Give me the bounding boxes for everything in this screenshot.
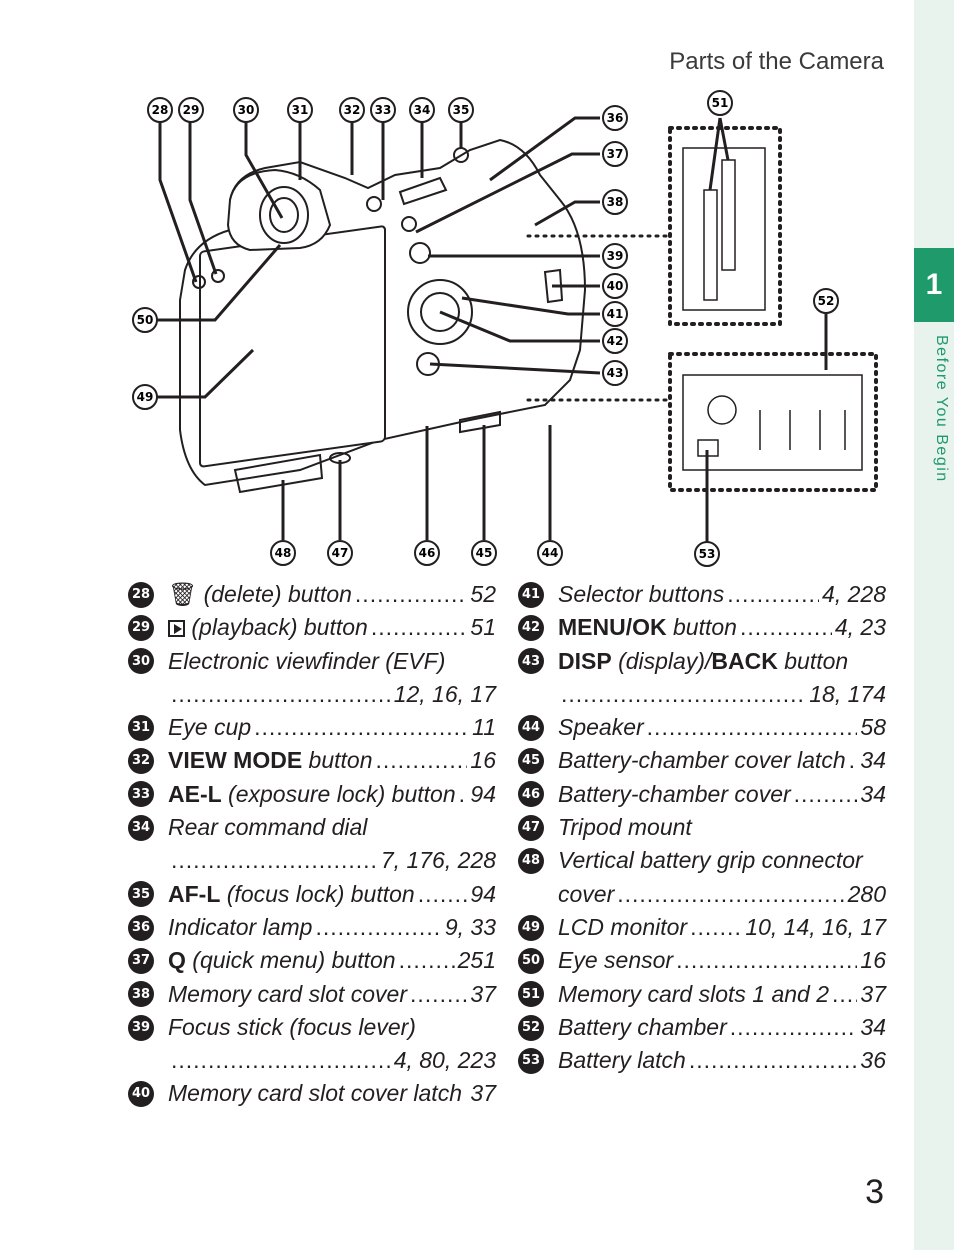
page-reference[interactable]: 37 xyxy=(860,980,886,1007)
part-number-badge: 51 xyxy=(518,981,544,1007)
page-reference[interactable]: 4, 228 xyxy=(822,581,886,607)
part-entry-46 xyxy=(518,778,886,811)
parts-list-left xyxy=(128,578,496,1111)
callout-33 xyxy=(371,98,395,122)
part-entry-29 xyxy=(128,611,496,644)
part-entry-48-cont xyxy=(518,878,886,911)
button-name: AE-L xyxy=(168,780,222,807)
callout-29 xyxy=(179,98,203,122)
part-number-badge: 44 xyxy=(518,715,544,741)
leader-dots xyxy=(740,611,832,644)
part-label: LCD monitor xyxy=(558,913,688,940)
leader-dots xyxy=(171,678,391,711)
part-label: Speaker xyxy=(558,714,644,741)
callout-28 xyxy=(148,98,172,122)
leader-dots xyxy=(399,944,455,977)
leader-dots xyxy=(171,1044,391,1077)
part-number-badge: 33 xyxy=(128,781,154,807)
callout-50 xyxy=(133,308,157,332)
part-entry-53 xyxy=(518,1044,886,1077)
svg-text:28: 28 xyxy=(151,103,169,117)
svg-text:29: 29 xyxy=(182,103,200,117)
part-label: Vertical battery grip connector xyxy=(558,847,863,874)
svg-text:46: 46 xyxy=(418,546,436,560)
part-label: Battery chamber xyxy=(558,1013,727,1040)
part-number-badge: 47 xyxy=(518,815,544,841)
part-label: button xyxy=(666,614,737,641)
page-reference[interactable]: 36 xyxy=(860,1047,886,1074)
page-reference[interactable]: 52 xyxy=(470,581,496,607)
card-slot-detail-box xyxy=(670,128,780,324)
part-number-badge: 30 xyxy=(128,648,154,674)
part-label: Memory card slot cover latch xyxy=(168,1080,462,1107)
leader-dots xyxy=(410,978,467,1011)
part-entry-48 xyxy=(518,844,886,877)
callout-40 xyxy=(603,274,627,298)
callout-53 xyxy=(695,542,719,566)
callout-42 xyxy=(603,329,627,353)
svg-text:43: 43 xyxy=(606,366,624,380)
leader-dots xyxy=(832,978,857,1011)
part-label: (focus lock) button xyxy=(220,880,415,907)
page-reference[interactable]: 4, 80, 223 xyxy=(393,1047,496,1074)
part-entry-34 xyxy=(128,811,496,844)
part-entry-52 xyxy=(518,1011,886,1044)
page-reference[interactable]: 10, 14, 16, 17 xyxy=(745,913,886,940)
part-number-badge: 43 xyxy=(518,648,544,674)
chapter-number-tab[interactable]: 1 xyxy=(914,248,954,322)
part-entry-47 xyxy=(518,811,886,844)
part-number-badge: 39 xyxy=(128,1015,154,1041)
page-reference[interactable]: 94 xyxy=(470,880,496,907)
callout-34 xyxy=(410,98,434,122)
callout-31 xyxy=(288,98,312,122)
button-name: AF-L xyxy=(168,880,221,907)
callout-51 xyxy=(708,91,732,115)
part-entry-51 xyxy=(518,978,886,1011)
leader-dots xyxy=(418,878,468,911)
page-reference[interactable]: 34 xyxy=(860,747,886,774)
leader-dots xyxy=(465,1077,467,1110)
part-number-badge: 34 xyxy=(128,815,154,841)
leader-dots xyxy=(689,1044,858,1077)
part-entry-42 xyxy=(518,611,886,644)
leader-dots xyxy=(561,678,806,711)
part-label: Battery-chamber cover xyxy=(558,780,791,807)
part-label: Electronic viewfinder (EVF) xyxy=(168,647,446,674)
part-number-badge: 53 xyxy=(518,1048,544,1074)
page-header-title: Parts of the Camera xyxy=(669,48,884,75)
part-label: Indicator lamp xyxy=(168,913,313,940)
svg-text:53: 53 xyxy=(698,547,716,561)
page-reference[interactable]: 18, 174 xyxy=(809,680,886,707)
page-reference[interactable]: 4, 23 xyxy=(834,614,886,641)
svg-text:41: 41 xyxy=(606,307,624,321)
callout-37 xyxy=(603,142,627,166)
part-entry-35 xyxy=(128,878,496,911)
svg-text:52: 52 xyxy=(817,294,835,308)
svg-text:38: 38 xyxy=(606,195,624,209)
button-name: MENU/OK xyxy=(558,614,667,641)
part-entry-43-pages xyxy=(518,678,886,711)
svg-text:51: 51 xyxy=(711,96,729,110)
page-reference[interactable]: 11 xyxy=(472,714,496,741)
svg-text:50: 50 xyxy=(136,313,154,327)
part-label: Battery-chamber cover latch xyxy=(558,747,846,774)
leader-dots xyxy=(690,911,742,944)
part-label: Tripod mount xyxy=(558,814,692,841)
part-entry-49 xyxy=(518,911,886,944)
camera-rear-diagram xyxy=(0,0,954,580)
svg-text:39: 39 xyxy=(606,249,624,263)
svg-text:36: 36 xyxy=(606,111,624,125)
part-label: (delete) button xyxy=(197,581,352,607)
page-reference[interactable]: 34 xyxy=(860,1013,886,1040)
svg-text:42: 42 xyxy=(606,334,624,348)
callout-46 xyxy=(415,541,439,565)
callout-41 xyxy=(603,302,627,326)
part-number-badge: 38 xyxy=(128,981,154,1007)
part-number-badge: 46 xyxy=(518,781,544,807)
part-entry-28 xyxy=(128,578,496,611)
leader-dots xyxy=(617,878,844,911)
part-entry-34-pages xyxy=(128,844,496,877)
leader-dots xyxy=(254,711,469,744)
callout-44 xyxy=(538,541,562,565)
part-entry-41 xyxy=(518,578,886,611)
part-number-badge: 28 xyxy=(128,582,154,608)
leader-dots xyxy=(315,911,441,944)
svg-text:45: 45 xyxy=(475,546,493,560)
leader-dots xyxy=(727,578,819,611)
part-number-badge: 35 xyxy=(128,881,154,907)
part-entry-31 xyxy=(128,711,496,744)
callout-45 xyxy=(472,541,496,565)
leader-dots xyxy=(849,744,858,777)
part-entry-30-pages xyxy=(128,678,496,711)
callout-38 xyxy=(603,190,627,214)
page-reference[interactable]: 16 xyxy=(860,947,886,974)
svg-text:34: 34 xyxy=(413,103,431,117)
callout-48 xyxy=(271,541,295,565)
svg-text:40: 40 xyxy=(606,279,624,293)
callout-43 xyxy=(603,361,627,385)
page-reference[interactable]: 34 xyxy=(860,780,886,807)
button-name: VIEW MODE xyxy=(168,747,303,774)
svg-text:47: 47 xyxy=(331,546,349,560)
button-name: Q xyxy=(168,947,186,974)
page-reference[interactable]: 16 xyxy=(470,747,496,774)
page-reference[interactable]: 94 xyxy=(470,780,496,807)
page-reference[interactable]: 37 xyxy=(470,1080,496,1107)
part-label: (display)/ xyxy=(611,647,712,674)
leader-dots xyxy=(371,611,468,644)
part-entry-39 xyxy=(128,1011,496,1044)
part-entry-44 xyxy=(518,711,886,744)
part-number-badge: 48 xyxy=(518,848,544,874)
part-number-badge: 32 xyxy=(128,748,154,774)
page-reference[interactable]: 58 xyxy=(860,714,886,741)
leader-dots xyxy=(171,844,378,877)
part-label: Eye sensor xyxy=(558,947,674,974)
button-name: BACK xyxy=(711,647,778,674)
page-reference[interactable]: 9, 33 xyxy=(444,913,496,940)
svg-text:49: 49 xyxy=(136,390,154,404)
svg-text:32: 32 xyxy=(343,103,361,117)
part-entry-30 xyxy=(128,645,496,678)
part-label: (exposure lock) button xyxy=(221,780,456,807)
callout-39 xyxy=(603,244,627,268)
callout-52 xyxy=(814,289,838,313)
button-name: DISP xyxy=(558,647,612,674)
callout-30 xyxy=(234,98,258,122)
part-label: button xyxy=(302,747,373,774)
part-number-badge: 36 xyxy=(128,915,154,941)
leader-dots xyxy=(647,711,858,744)
page-reference[interactable]: 7, 176, 228 xyxy=(380,847,496,874)
svg-text:35: 35 xyxy=(452,103,470,117)
part-number-badge: 50 xyxy=(518,948,544,974)
parts-list-right xyxy=(518,578,886,1077)
leader-dots xyxy=(730,1011,858,1044)
callout-32 xyxy=(340,98,364,122)
page-reference[interactable]: 251 xyxy=(457,947,496,974)
leader-dots xyxy=(376,744,468,777)
part-entry-37 xyxy=(128,944,496,977)
part-number-badge: 49 xyxy=(518,915,544,941)
part-label: button xyxy=(777,647,849,674)
page-reference[interactable]: 12, 16, 17 xyxy=(393,680,496,707)
leader-dots xyxy=(794,778,858,811)
part-label: Focus stick (focus lever) xyxy=(168,1013,416,1040)
part-entry-45 xyxy=(518,744,886,777)
svg-text:44: 44 xyxy=(541,546,559,560)
part-entry-38 xyxy=(128,978,496,1011)
page-number: 3 xyxy=(865,1173,884,1211)
callout-47 xyxy=(328,541,352,565)
part-number-badge: 37 xyxy=(128,948,154,974)
part-number-badge: 31 xyxy=(128,715,154,741)
callout-49 xyxy=(133,385,157,409)
part-number-badge: 42 xyxy=(518,615,544,641)
svg-text:30: 30 xyxy=(237,103,255,117)
part-label: Memory card slot cover xyxy=(168,980,408,1007)
svg-text:37: 37 xyxy=(606,147,624,161)
page-reference[interactable]: 280 xyxy=(847,880,886,907)
part-entry-43 xyxy=(518,645,886,678)
part-entry-39-pages xyxy=(128,1044,496,1077)
part-label: Selector buttons xyxy=(558,581,725,607)
page-reference[interactable]: 37 xyxy=(470,980,496,1007)
part-label: Battery latch xyxy=(558,1047,686,1074)
page-reference[interactable]: 51 xyxy=(470,614,496,641)
callout-36 xyxy=(603,106,627,130)
svg-text:48: 48 xyxy=(274,546,292,560)
part-entry-36 xyxy=(128,911,496,944)
part-entry-32 xyxy=(128,744,496,777)
part-label: (quick menu) button xyxy=(185,947,396,974)
leader-dots xyxy=(676,944,857,977)
trash-icon: 🗑 xyxy=(168,581,198,607)
part-label: Eye cup xyxy=(168,714,252,741)
chapter-label: Before You Begin xyxy=(933,335,950,483)
part-label: Rear command dial xyxy=(168,814,368,841)
part-number-badge: 45 xyxy=(518,748,544,774)
part-label: Memory card slots 1 and 2 xyxy=(558,980,830,1007)
leader-dots xyxy=(355,578,467,611)
part-number-badge: 52 xyxy=(518,1015,544,1041)
part-entry-40 xyxy=(128,1077,496,1110)
part-label: (playback) button xyxy=(185,614,368,641)
part-label: cover xyxy=(558,880,615,907)
svg-text:33: 33 xyxy=(374,103,392,117)
playback-icon xyxy=(168,620,185,637)
part-entry-33 xyxy=(128,778,496,811)
callout-35 xyxy=(449,98,473,122)
part-number-badge: 29 xyxy=(128,615,154,641)
part-number-badge: 41 xyxy=(518,582,544,608)
svg-text:31: 31 xyxy=(291,103,309,117)
part-entry-50 xyxy=(518,944,886,977)
leader-dots xyxy=(459,778,468,811)
part-number-badge: 40 xyxy=(128,1081,154,1107)
